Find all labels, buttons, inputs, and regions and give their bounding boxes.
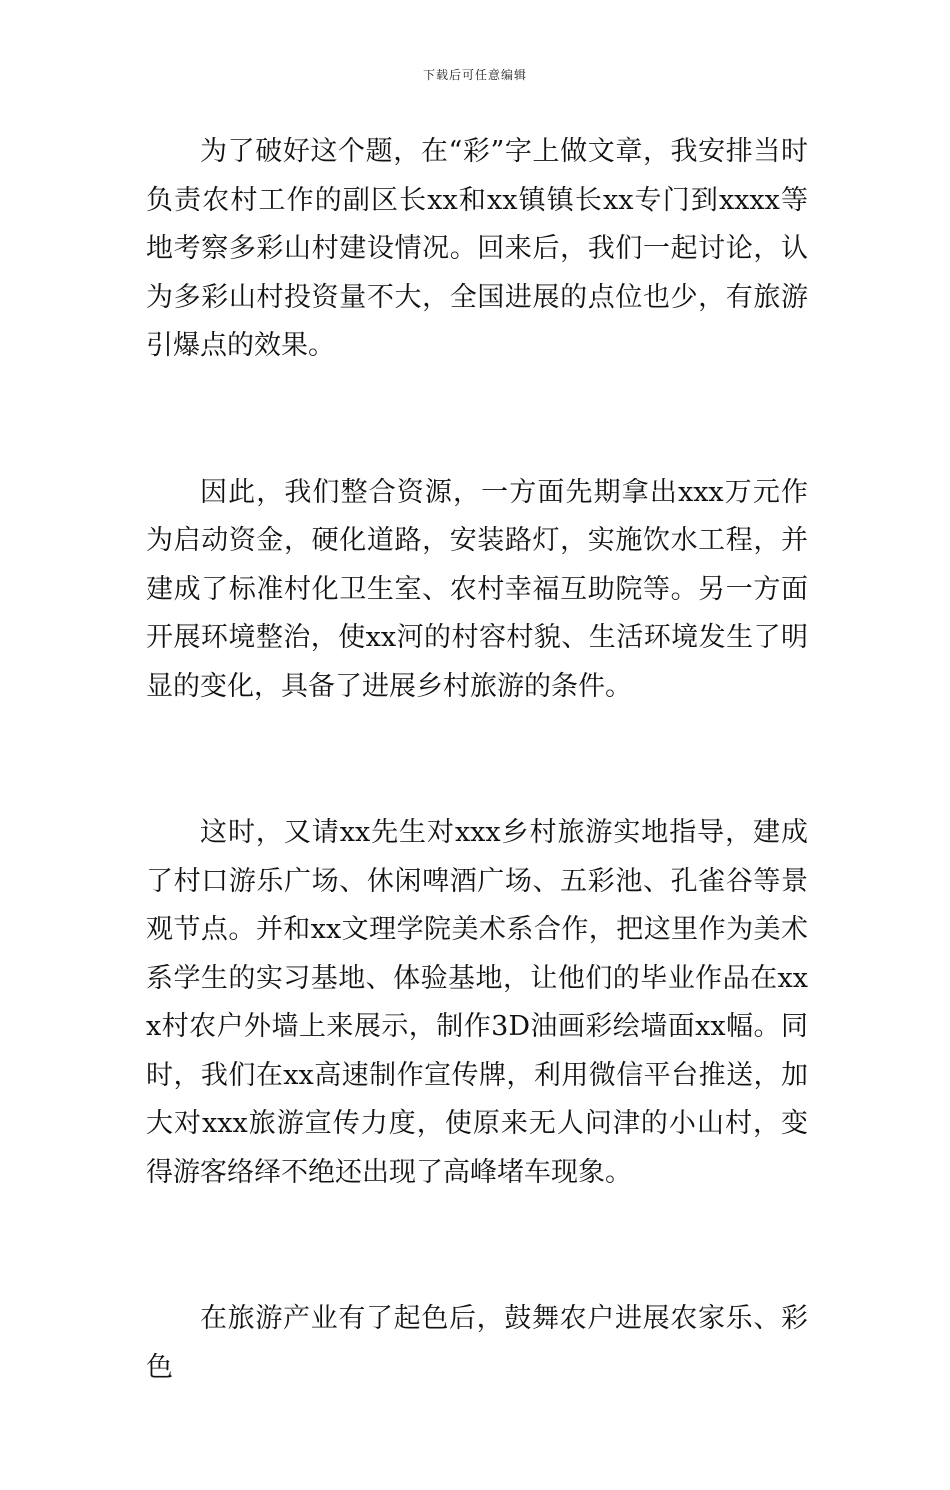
paragraph-1: 为了破好这个题，在“彩”字上做文章，我安排当时负责农村工作的副区长xx和xx镇镇长xx专门到xxxx等地考察多彩山村建设情况。回来后，我们一起讨论，认为多彩山村投资量不大，全国进展的点位也少，有旅游引爆点的效果。 xyxy=(146,136,808,361)
document-body xyxy=(146,128,808,1490)
paragraph-4: 在旅游产业有了起色后，鼓舞农户进展农家乐、彩色 xyxy=(146,1303,808,1383)
page-header: 下载后可任意编辑 xyxy=(422,68,527,82)
paragraph-2: 因此，我们整合资源，一方面先期拿出xxx万元作为启动资金，硬化道路，安装路灯，实施饮水工程，并建成了标准村化卫生室、农村幸福互助院等。另一方面开展环境整治，使xx河的村容村貌、生活环境发生了明显的变化，具备了进展乡村旅游的条件。 xyxy=(146,476,808,702)
paragraph-3: 这时，又请xx先生对xxx乡村旅游实地指导，建成了村口游乐广场、休闲啤酒广场、五彩池、孔雀谷等景观节点。并和xx文理学院美术系合作，把这里作为美术系学生的实习基地、体验基地，让他们的毕业作品在xxx村农户外墙上来展示，制作3D油画彩绘墙面xx幅。同时，我们在xx高速制作宣传牌，利用微信平台推送，加大对xxx旅游宣传力度，使原来无人问津的小山村，变得游客络绎不绝还出现了高峰堵车现象。 xyxy=(146,817,808,1188)
